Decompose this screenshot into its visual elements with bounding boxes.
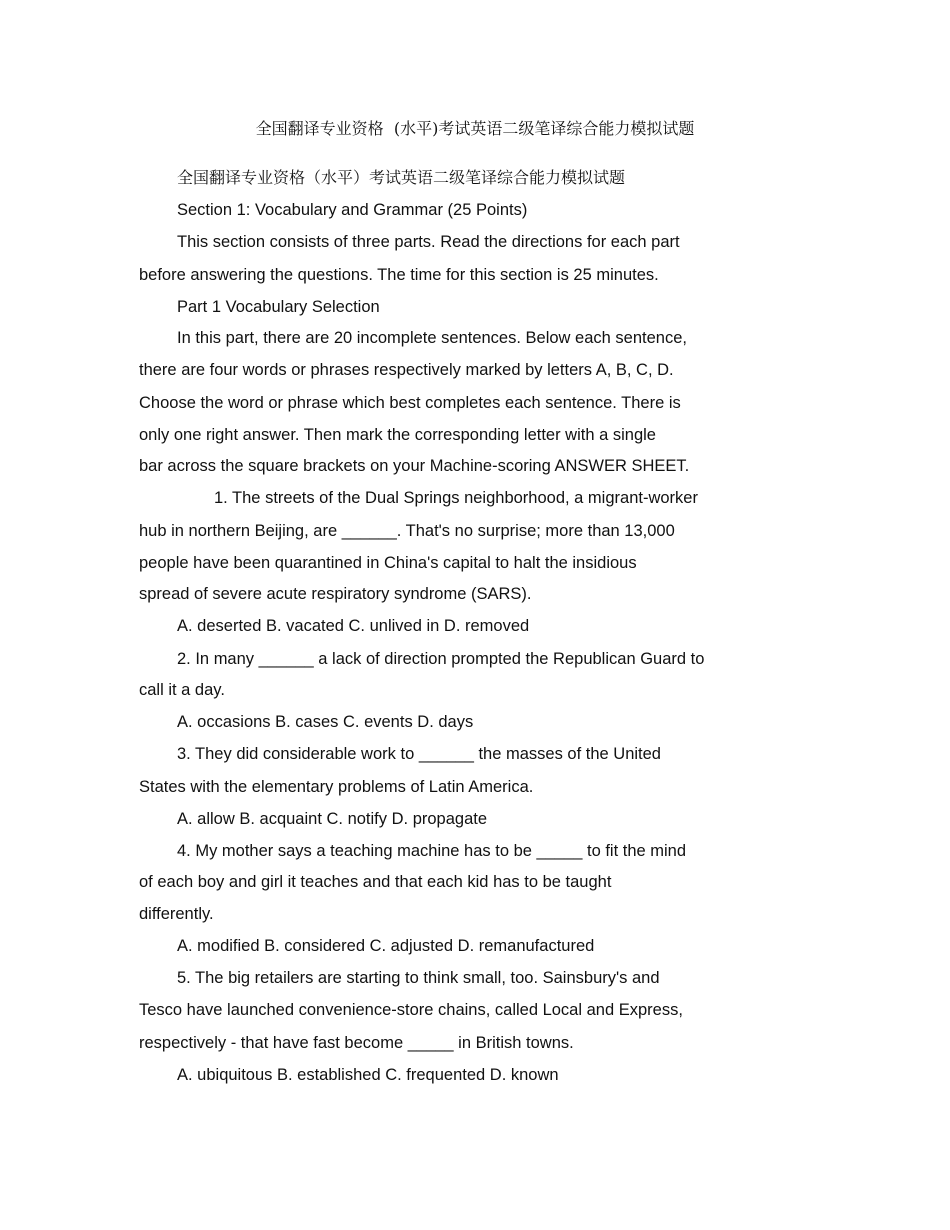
document-title: 全国翻译专业资格 (水平)考试英语二级笔译综合能力模拟试题 (255, 119, 695, 138)
answer-options: A. ubiquitous B. established C. frequented D. known (177, 1066, 559, 1084)
question-line: of each boy and girl it teaches and that each kid has to be taught (139, 873, 612, 891)
question-line: respectively - that have fast become _____ in British towns. (139, 1034, 574, 1052)
question-line: spread of severe acute respiratory syndrome (SARS). (139, 585, 532, 603)
question-line: 1. The streets of the Dual Springs neighborhood, a migrant-worker (214, 489, 698, 507)
question-line: 5. The big retailers are starting to think small, too. Sainsbury's and (177, 969, 660, 987)
answer-options: A. deserted B. vacated C. unlived in D. removed (177, 617, 530, 635)
text-line: Choose the word or phrase which best completes each sentence. There is (139, 394, 681, 412)
part-heading: Part 1 Vocabulary Selection (177, 298, 380, 316)
question-line: differently. (139, 905, 214, 923)
text-line: only one right answer. Then mark the corresponding letter with a single (139, 426, 656, 444)
answer-options: A. modified B. considered C. adjusted D. remanufactured (177, 937, 595, 955)
text-line: bar across the square brackets on your Machine-scoring ANSWER SHEET. (139, 457, 690, 475)
question-line: 2. In many ______ a lack of direction prompted the Republican Guard to (177, 650, 705, 668)
question-line: 3. They did considerable work to ______ the masses of the United (177, 745, 661, 763)
question-line: Tesco have launched convenience-store chains, called Local and Express, (139, 1001, 683, 1019)
section-heading: Section 1: Vocabulary and Grammar (25 Points) (177, 201, 528, 219)
text-line: This section consists of three parts. Read the directions for each part (177, 233, 680, 251)
text-line: before answering the questions. The time for this section is 25 minutes. (139, 266, 659, 284)
text-line: there are four words or phrases respectively marked by letters A, B, C, D. (139, 361, 674, 379)
text-line: In this part, there are 20 incomplete sentences. Below each sentence, (177, 329, 687, 347)
question-line: people have been quarantined in China's capital to halt the insidious (139, 554, 637, 572)
question-line: 4. My mother says a teaching machine has to be _____ to fit the mind (177, 842, 687, 860)
subtitle-line: 全国翻译专业资格（水平）考试英语二级笔译综合能力模拟试题 (177, 168, 626, 187)
question-line: call it a day. (139, 681, 225, 699)
answer-options: A. allow B. acquaint C. notify D. propagate (177, 810, 488, 828)
question-line: hub in northern Beijing, are ______. That's no surprise; more than 13,000 (139, 522, 675, 540)
answer-options: A. occasions B. cases C. events D. days (177, 713, 474, 731)
question-line: States with the elementary problems of Latin America. (139, 778, 534, 796)
